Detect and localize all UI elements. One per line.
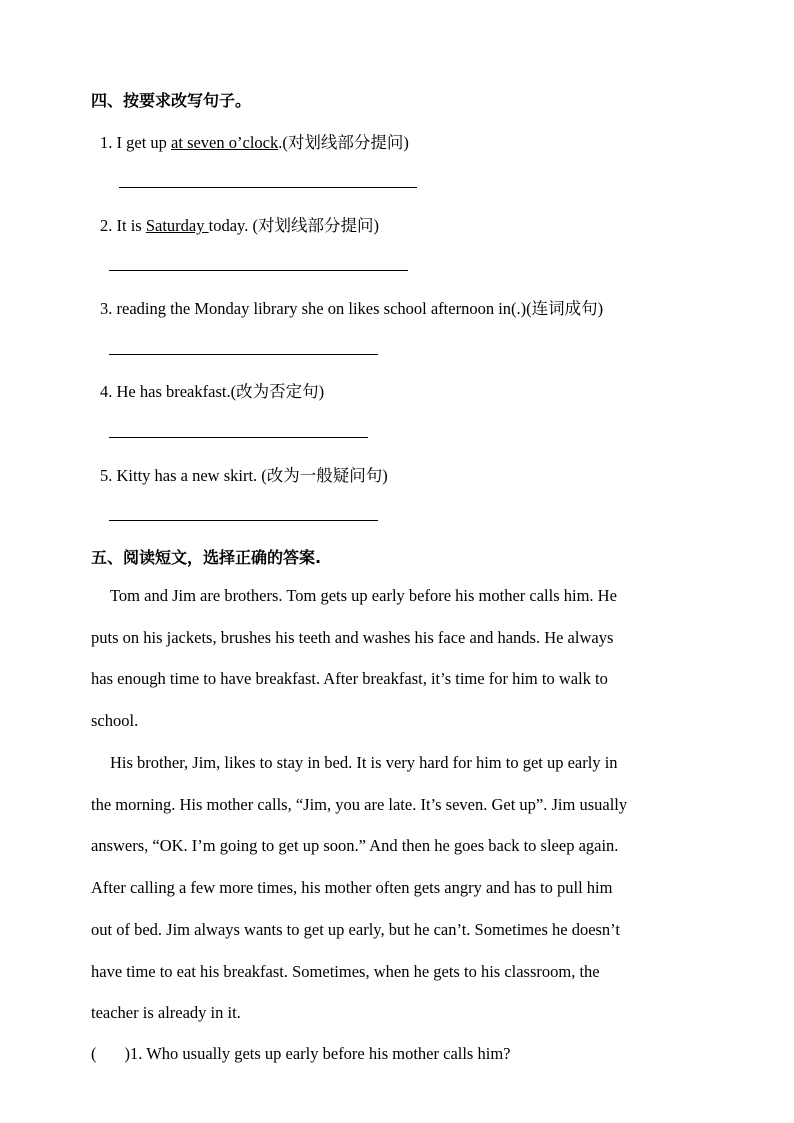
question-3 [100, 295, 603, 319]
passage-line: answers, “OK. I’m going to get up soon.” And then he goes back to sleep again. [91, 836, 619, 856]
passage-line: out of bed. Jim always wants to get up early, but he can’t. Sometimes he doesn’t [91, 919, 620, 939]
answer-line-4[interactable] [109, 437, 368, 438]
question-number: 4. [100, 382, 113, 401]
question-text: It is [116, 216, 146, 235]
reading-question-1 [91, 1044, 510, 1064]
passage-line: the morning. His mother calls, “Jim, you are late. It’s seven. Get up”. Jim usually [91, 794, 628, 814]
question-5 [100, 462, 388, 486]
question-number: 2. [100, 216, 113, 235]
passage-paragraph-1 [91, 575, 703, 742]
section-4-title: 四、按要求改写句子。 [91, 91, 252, 110]
passage-line: His brother, Jim, likes to stay in bed. It is very hard for him to get up early in [110, 753, 618, 772]
question-number: 5. [100, 466, 113, 485]
question-number: 1. [100, 133, 113, 152]
passage-line: have time to eat his breakfast. Sometimes, when he gets to his classroom, the [91, 961, 600, 981]
question-text: Kitty has a new skirt. (改为一般疑问句) [116, 466, 388, 485]
question-instruction: today. (对划线部分提问) [208, 216, 379, 235]
passage-line: Tom and Jim are brothers. Tom gets up early before his mother calls him. He [110, 586, 617, 605]
question-text: reading the Monday library she on likes school afternoon in(.)(连词成句) [116, 299, 604, 318]
answer-line-1[interactable] [119, 187, 417, 188]
question-4 [100, 378, 324, 402]
passage-line: teacher is already in it. [91, 1003, 241, 1023]
section-5-title: 五、阅读短文，选择正确的答案. [91, 548, 322, 567]
question-text: 1. Who usually gets up early before his mother calls him? [130, 1044, 511, 1063]
answer-bracket-open[interactable]: ( [91, 1044, 97, 1063]
passage-paragraph-2 [91, 742, 703, 1034]
answer-line-2[interactable] [109, 270, 408, 271]
answer-line-3[interactable] [109, 354, 378, 355]
question-text: He has breakfast.(改为否定句) [116, 382, 325, 401]
question-1 [100, 129, 409, 153]
underlined-phrase: Saturday [145, 216, 209, 235]
question-2 [100, 212, 379, 236]
question-number: 3. [100, 299, 113, 318]
question-instruction: .(对划线部分提问) [278, 133, 409, 152]
answer-bracket-close[interactable]: ) [124, 1044, 130, 1063]
passage-line: After calling a few more times, his mother often gets angry and has to pull him [91, 878, 613, 898]
passage-line: puts on his jackets, brushes his teeth and washes his face and hands. He always [91, 627, 614, 647]
passage-line: has enough time to have breakfast. After breakfast, it’s time for him to walk to [91, 669, 608, 689]
answer-line-5[interactable] [109, 520, 378, 521]
question-text: I get up [116, 133, 172, 152]
passage-line: school. [91, 711, 139, 731]
underlined-phrase: at seven o’clock [171, 133, 279, 152]
